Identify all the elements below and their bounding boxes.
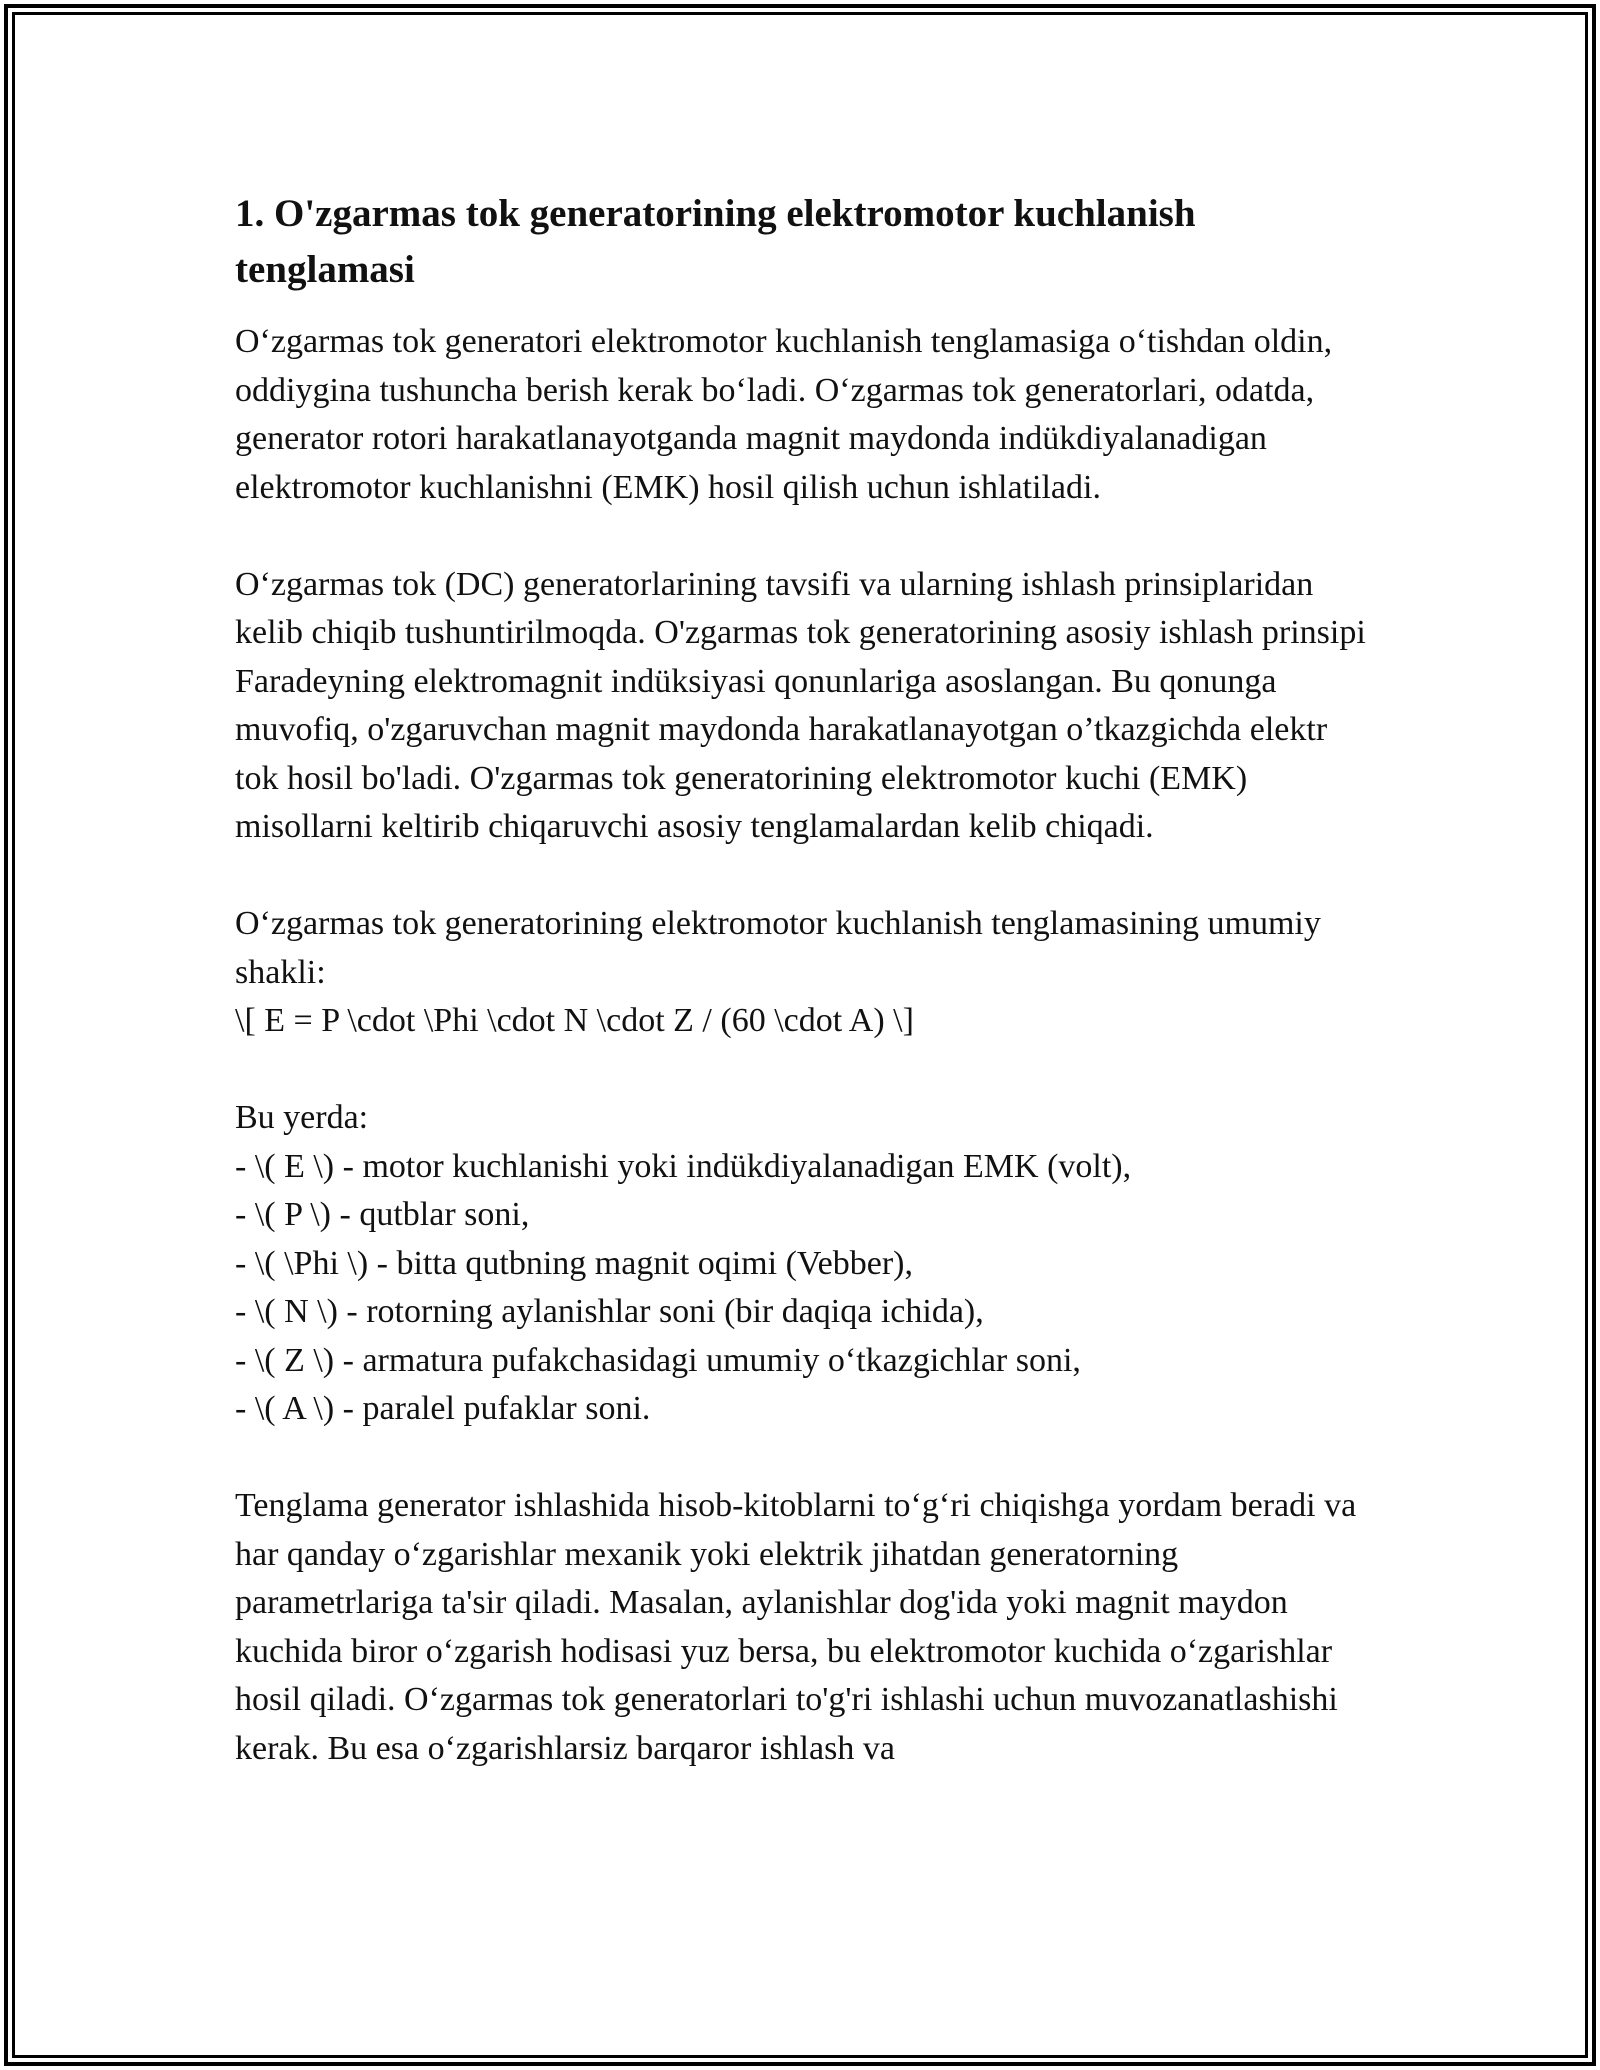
definition-item: - \( N \) - rotorning aylanishlar soni (bir daqiqa ichida), (235, 1293, 984, 1330)
paragraph-spacer (235, 512, 1375, 561)
paragraph-conclusion: Tenglama generator ishlashida hisob-kitoblarni to‘g‘ri chiqishga yordam beradi va har qanday o‘zgarishlar mexanik yoki elektrik jihatdan generatorning parametrlariga ta'sir qiladi. Masalan, aylanishlar dog'ida yoki magnit maydon kuchida biror o‘zgarish hodisasi yuz bersa, bu elektromotor kuchida o‘zgarishlar hosil qiladi. O‘zgarmas tok generatorlari to'g'ri ishlashi uchun muvozanatlashishi kerak. Bu esa o‘zgarishlarsiz barqaror ishlash va (235, 1487, 1357, 1767)
definition-item: - \( E \) - motor kuchlanishi yoki indükdiyalanadigan EMK (volt), (235, 1147, 1132, 1185)
paragraph-spacer (235, 852, 1375, 901)
where-label: Bu yerda: (235, 1099, 369, 1136)
paragraph-intro: O‘zgarmas tok generatori elektromotor kuchlanish tenglamasiga o‘tishdan oldin, oddiygina tushuncha berish kerak bo‘ladi. O‘zgarmas tok generatorlari, odatda, generator rotori harakatlanayotganda magnit maydonda indükdiyalanadigan elektromotor kuchlanishni (EMK) hosil qilish uchun ishlatiladi. (235, 323, 1333, 506)
paragraph-spacer (235, 1434, 1375, 1483)
definition-item: - \( Z \) - armatura pufakchasidagi umumiy o‘tkazgichlar soni, (235, 1341, 1081, 1379)
formula-line: \[ E = P \cdot \Phi \cdot N \cdot Z / (60 \cdot A) \] (235, 1002, 914, 1039)
definition-item: - \( A \) - paralel pufaklar soni. (235, 1390, 651, 1427)
definition-item: - \( P \) - qutblar soni, (235, 1196, 530, 1233)
paragraph-spacer (235, 1046, 1375, 1095)
document-body (235, 186, 1375, 1773)
definition-item: - \( \Phi \) - bitta qutbning magnit oqimi (Vebber), (235, 1244, 914, 1282)
formula-intro: O‘zgarmas tok generatorining elektromotor kuchlanish tenglamasining umumiy shakli: (235, 905, 1321, 991)
section-heading: 1. O'zgarmas tok generatorining elektromotor kuchlanish tenglamasi (235, 192, 1196, 291)
paragraph-principle: O‘zgarmas tok (DC) generatorlarining tavsifi va ularning ishlash prinsiplaridan kelib chiqib tushuntirilmoqda. O'zgarmas tok generatorining asosiy ishlash prinsipi Faradeyning elektromagnit indüksiyasi qonunlariga asoslangan. Bu qonunga muvofiq, o'zgaruvchan magnit maydonda harakatlanayotgan o’tkazgichda elektr tok hosil bo'ladi. O'zgarmas tok generatorining elektromotor kuchi (EMK) misollarni keltirib chiqaruvchi asosiy tenglamalardan kelib chiqadi. (235, 565, 1366, 845)
